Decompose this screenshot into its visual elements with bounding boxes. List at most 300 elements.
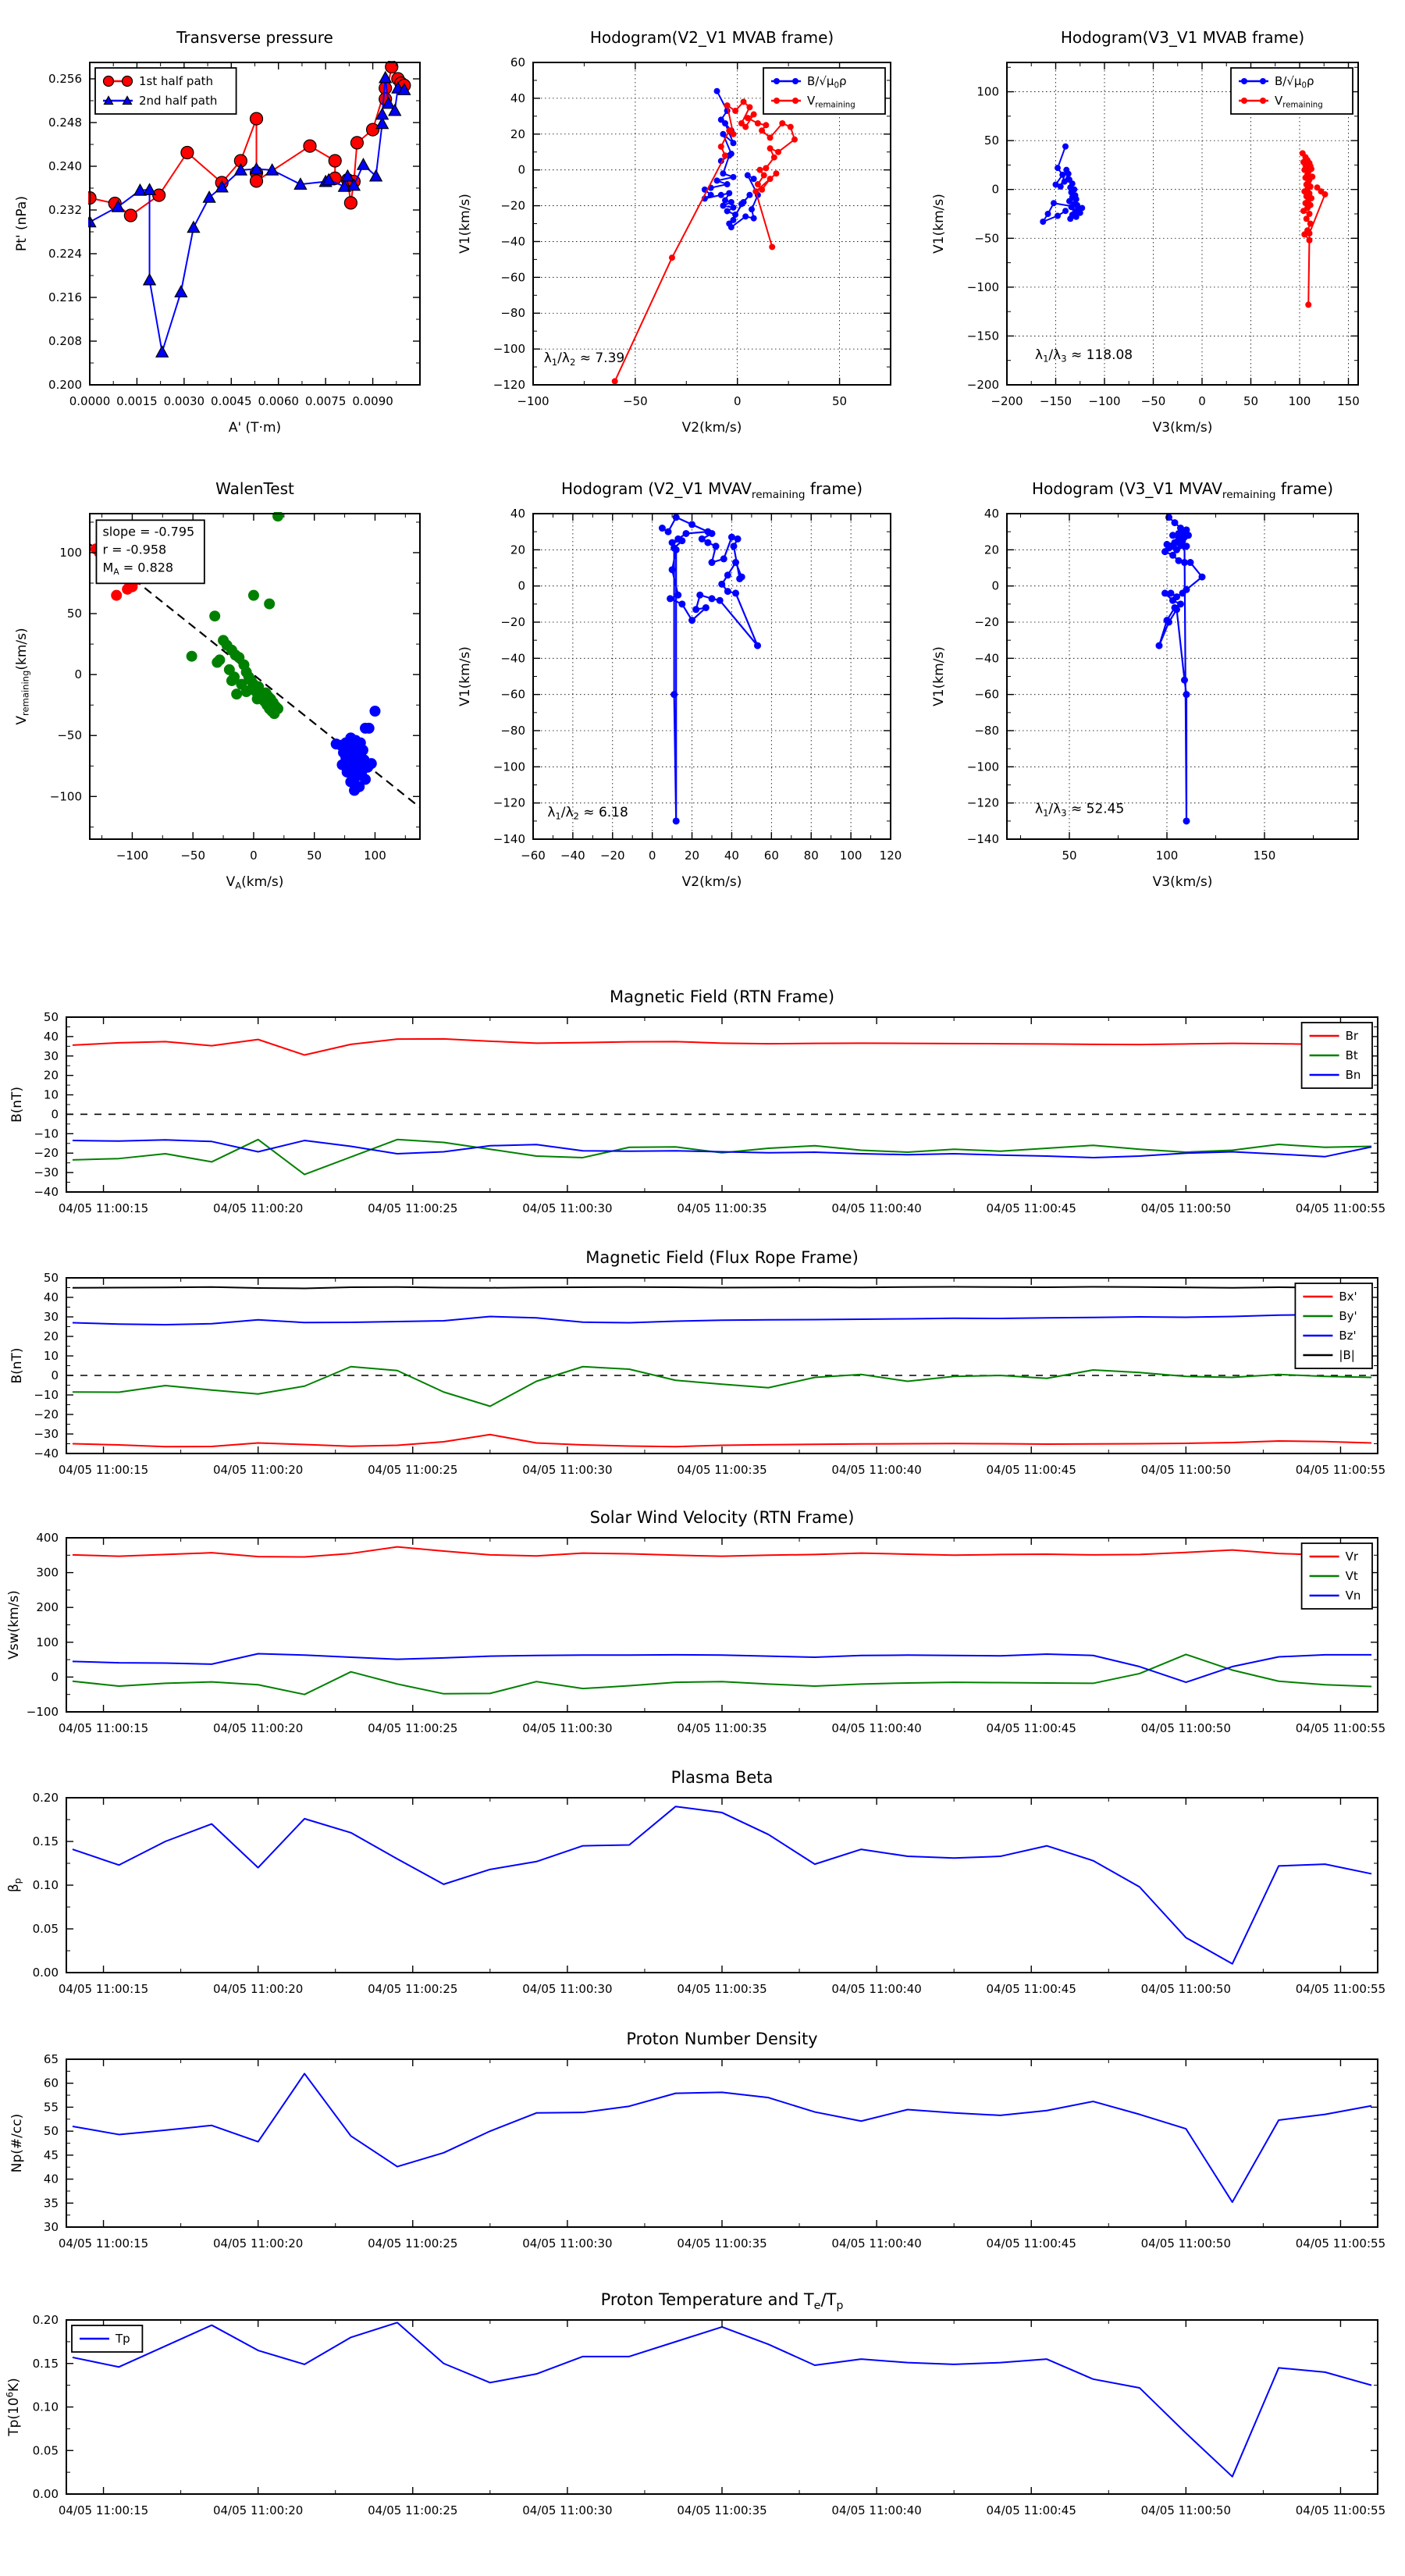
y-tick-label: −10 <box>34 1126 59 1141</box>
y-tick-label: −140 <box>966 832 999 846</box>
y-tick-label: −100 <box>966 760 999 774</box>
series-Np <box>73 2073 1371 2202</box>
series-Bz' <box>73 1315 1371 1325</box>
chart-proton-temperature <box>4 2290 1386 2517</box>
series-group <box>73 1547 1371 1695</box>
x-tick-label: 04/05 11:00:35 <box>677 1721 767 1735</box>
x-tick-label: 04/05 11:00:15 <box>58 1201 149 1215</box>
x-tick-label: 0 <box>733 394 742 408</box>
chart-title: Proton Number Density <box>626 2030 818 2048</box>
chart-magnetic-field-flux-rope <box>9 1248 1386 1477</box>
chart-hodogram-v2v1-mvav <box>457 479 902 890</box>
axes-frame <box>66 2059 1378 2227</box>
chart-title: WalenTest <box>215 479 294 498</box>
axis-ticks <box>66 1798 1378 1973</box>
x-tick-label: 04/05 11:00:20 <box>212 1982 304 1996</box>
plot-canvas <box>0 970 1405 1258</box>
legend-label: $V_{remaining}$ <box>807 94 855 110</box>
x-tick-label: 50 <box>1062 849 1077 863</box>
x-tick-label: 04/05 11:00:25 <box>368 1201 458 1215</box>
series-By' <box>73 1367 1371 1407</box>
y-tick-label: −40 <box>500 234 525 249</box>
series-group <box>73 1039 1371 1175</box>
y-tick-label: −60 <box>500 687 525 702</box>
y-tick-label: 50 <box>43 1010 59 1024</box>
chart-hodogram-v3v1-mvav <box>931 479 1358 890</box>
y-axis-label: V1(km/s) <box>931 194 947 254</box>
x-tick-label: 0.0000 <box>69 394 111 408</box>
y-tick-label: −80 <box>974 724 999 738</box>
y-tick-label: 60 <box>510 55 525 69</box>
x-tick-label: 04/05 11:00:55 <box>1295 1463 1386 1477</box>
y-tick-label: −100 <box>49 789 82 804</box>
x-tick-label: 04/05 11:00:35 <box>677 2503 767 2517</box>
y-tick-label: 0.256 <box>48 72 82 86</box>
x-tick-label: 150 <box>1253 849 1276 863</box>
x-tick-label: 0 <box>648 849 656 863</box>
legend-label: |B| <box>1339 1348 1355 1362</box>
chart-title: Hodogram (V3_V1 $MVAV_{remaining}$ frame) <box>1031 479 1334 501</box>
y-tick-label: −20 <box>500 615 525 629</box>
x-tick-label: 04/05 11:00:15 <box>58 2236 149 2250</box>
y-axis-label: Pt' (nPa) <box>14 196 30 251</box>
y-tick-label: 0.00 <box>32 1966 59 1980</box>
x-tick-label: 04/05 11:00:30 <box>522 1201 613 1215</box>
plot-canvas <box>0 1751 1405 2039</box>
chart-solar-wind-velocity <box>6 1508 1386 1735</box>
series-Br <box>73 1039 1371 1055</box>
y-tick-label: 40 <box>510 507 525 521</box>
x-axis-label: V3(km/s) <box>1152 874 1213 890</box>
y-tick-label: −30 <box>34 1427 59 1441</box>
plot-canvas <box>447 467 996 906</box>
series-Vr <box>73 1547 1371 1557</box>
y-tick-label: 0.20 <box>32 2313 59 2327</box>
y-tick-label: −60 <box>500 270 525 285</box>
series-|B| <box>73 1287 1371 1289</box>
series-group <box>1040 144 1328 308</box>
y-tick-label: 40 <box>43 1290 59 1304</box>
annotation <box>547 805 628 822</box>
y-tick-label: 100 <box>36 1635 59 1649</box>
annotation-text: $\lambda_1/\lambda_3 \approx 118.08$ <box>1035 347 1133 365</box>
chart-plasma-beta <box>6 1768 1386 1996</box>
series-Bn <box>73 1140 1371 1158</box>
x-tick-label: 04/05 11:00:25 <box>368 1463 458 1477</box>
x-tick-label: 04/05 11:00:15 <box>58 1982 149 1996</box>
x-tick-label: 04/05 11:00:55 <box>1295 2236 1386 2250</box>
x-tick-label: 40 <box>724 849 739 863</box>
series-group <box>73 2073 1371 2202</box>
series-Vt <box>73 1654 1371 1694</box>
y-tick-label: −150 <box>966 329 999 343</box>
y-axis-label: Np(#/cc) <box>9 2113 25 2173</box>
y-tick-label: −40 <box>34 1446 59 1461</box>
legend-label: Bt <box>1345 1048 1358 1062</box>
y-tick-label: 30 <box>43 1310 59 1324</box>
annotation <box>1035 347 1133 365</box>
chart-title: Proton Temperature and $T_e/T_p$ <box>600 2290 844 2313</box>
y-tick-label: 0.10 <box>32 1878 59 1892</box>
legend <box>763 68 885 114</box>
axis-ticks <box>66 1278 1378 1453</box>
y-tick-label: 0 <box>991 578 999 593</box>
x-tick-label: 04/05 11:00:50 <box>1140 1982 1232 1996</box>
plot-canvas <box>921 16 1405 451</box>
x-tick-label: 04/05 11:00:20 <box>212 1463 304 1477</box>
x-tick-label: 0.0045 <box>211 394 252 408</box>
x-tick-label: 04/05 11:00:20 <box>212 2236 304 2250</box>
legend-label: Vr <box>1345 1550 1359 1564</box>
x-tick-label: 04/05 11:00:40 <box>831 1982 922 1996</box>
x-tick-label: 50 <box>307 849 322 863</box>
x-tick-label: −50 <box>180 849 206 863</box>
chart-title: Hodogram(V3_V1 MVAB frame) <box>1060 28 1305 47</box>
y-tick-label: −100 <box>26 1705 59 1719</box>
y-tick-label: 0 <box>51 1107 59 1122</box>
x-tick-label: 04/05 11:00:45 <box>986 1982 1076 1996</box>
x-tick-label: 04/05 11:00:55 <box>1295 2503 1386 2517</box>
y-axis-label: V1(km/s) <box>931 646 947 706</box>
x-axis-label: V3(km/s) <box>1152 420 1213 436</box>
x-tick-label: 04/05 11:00:45 <box>986 1721 1076 1735</box>
chart-title: Plasma Beta <box>670 1768 774 1787</box>
y-tick-label: −40 <box>500 651 525 666</box>
x-tick-label: 150 <box>1337 394 1360 408</box>
chart-hodogram-v3v1-mvab <box>931 28 1360 436</box>
y-tick-label: 50 <box>43 2124 59 2139</box>
x-tick-label: 20 <box>685 849 700 863</box>
x-tick-label: 04/05 11:00:35 <box>677 1201 767 1215</box>
y-tick-label: 0.216 <box>48 290 82 304</box>
y-tick-label: 0.248 <box>48 116 82 130</box>
x-axis-label: A' (T·m) <box>228 420 282 436</box>
chart-proton-number-density <box>9 2030 1386 2250</box>
y-tick-label: −30 <box>34 1165 59 1180</box>
chart-title: Hodogram(V2_V1 MVAB frame) <box>589 28 834 47</box>
y-tick-label: 50 <box>66 607 82 621</box>
legend-label: Tp <box>116 2332 130 2346</box>
y-tick-label: 100 <box>976 84 999 99</box>
y-tick-label: 60 <box>43 2076 59 2090</box>
x-tick-label: 04/05 11:00:30 <box>522 1721 613 1735</box>
series-group <box>73 2322 1371 2476</box>
y-axis-label: $V_{remaining}(km/s)$ <box>14 628 31 725</box>
x-tick-label: −200 <box>991 394 1023 408</box>
x-tick-label: 04/05 11:00:30 <box>522 2503 613 2517</box>
x-tick-label: 04/05 11:00:50 <box>1140 1721 1232 1735</box>
x-tick-label: −60 <box>521 849 546 863</box>
y-tick-label: −140 <box>493 832 525 846</box>
y-tick-label: −20 <box>500 198 525 213</box>
y-tick-label: 400 <box>36 1531 59 1545</box>
x-axis-label: V2(km/s) <box>681 420 742 436</box>
x-tick-label: 100 <box>1288 394 1311 408</box>
x-tick-label: 04/05 11:00:15 <box>58 1463 149 1477</box>
y-tick-label: −120 <box>493 795 525 810</box>
x-tick-label: 04/05 11:00:30 <box>522 1463 613 1477</box>
x-tick-label: 0.0015 <box>116 394 158 408</box>
chart-title: Hodogram (V2_V1 $MVAV_{remaining}$ frame) <box>560 479 863 501</box>
y-tick-label: −40 <box>974 651 999 666</box>
x-tick-label: 0.0060 <box>258 394 299 408</box>
legend <box>95 68 237 114</box>
x-tick-label: 04/05 11:00:50 <box>1140 2503 1232 2517</box>
legend <box>1295 1283 1372 1368</box>
x-tick-label: 0 <box>250 849 258 863</box>
legend-label: Bz' <box>1339 1329 1357 1343</box>
y-tick-label: −60 <box>974 687 999 702</box>
x-tick-label: 100 <box>364 849 386 863</box>
y-tick-label: 0 <box>74 667 82 682</box>
y-tick-label: 10 <box>43 1349 59 1363</box>
y-tick-label: −80 <box>500 724 525 738</box>
x-tick-label: 04/05 11:00:55 <box>1295 1201 1386 1215</box>
chart-magnetic-field-rtn <box>9 987 1386 1215</box>
y-tick-label: 0 <box>51 1368 59 1382</box>
legend <box>1231 68 1353 114</box>
y-tick-label: 40 <box>984 507 999 521</box>
annotation-line: $M_A = 0.828$ <box>102 560 174 577</box>
y-tick-label: −80 <box>500 306 525 321</box>
series-beta-p <box>73 1806 1371 1964</box>
y-tick-label: −100 <box>493 760 525 774</box>
y-tick-label: 0.240 <box>48 159 82 173</box>
y-axis-label: $Tp(10^6K)$ <box>4 2378 22 2436</box>
series-group <box>659 514 761 824</box>
axes-frame <box>66 1798 1378 1973</box>
series-V-path <box>659 514 761 824</box>
x-tick-label: 04/05 11:00:40 <box>831 1463 922 1477</box>
annotation-text: $\lambda_1/\lambda_2 \approx 7.39$ <box>543 350 625 368</box>
legend-label: By' <box>1339 1309 1357 1323</box>
series-group <box>73 1287 1371 1447</box>
chart-title: Solar Wind Velocity (RTN Frame) <box>589 1508 855 1527</box>
x-tick-label: 120 <box>879 849 902 863</box>
x-tick-label: 04/05 11:00:25 <box>368 1721 458 1735</box>
x-tick-label: 04/05 11:00:50 <box>1140 2236 1232 2250</box>
y-tick-label: 0 <box>991 182 999 197</box>
legend <box>1302 1543 1372 1609</box>
y-tick-label: 10 <box>43 1087 59 1102</box>
y-tick-label: 0.224 <box>48 247 82 261</box>
y-tick-label: −200 <box>966 378 999 392</box>
legend-label: $V_{remaining}$ <box>1275 94 1323 110</box>
x-tick-label: −100 <box>517 394 550 408</box>
y-tick-label: 0.232 <box>48 203 82 217</box>
y-tick-label: −50 <box>974 231 999 246</box>
x-tick-label: 04/05 11:00:40 <box>831 2503 922 2517</box>
legend-label: 1st half path <box>139 74 214 88</box>
plot-canvas <box>0 1491 1405 1778</box>
axes-frame <box>66 2320 1378 2494</box>
y-tick-label: −10 <box>34 1388 59 1402</box>
y-tick-label: 65 <box>43 2052 59 2066</box>
plot-canvas <box>0 2012 1405 2293</box>
x-tick-label: 0 <box>1198 394 1206 408</box>
annotation-line: r = -0.958 <box>102 542 167 557</box>
legend-label: Vn <box>1345 1589 1361 1603</box>
x-tick-label: 04/05 11:00:50 <box>1140 1201 1232 1215</box>
y-tick-label: 40 <box>510 91 525 105</box>
annotation-text: $\lambda_1/\lambda_3 \approx 52.45$ <box>1035 801 1125 819</box>
y-tick-label: 0 <box>51 1670 59 1685</box>
x-tick-label: 04/05 11:00:40 <box>831 1721 922 1735</box>
y-tick-label: −100 <box>966 279 999 294</box>
y-tick-label: 30 <box>43 1048 59 1063</box>
y-tick-label: −20 <box>34 1146 59 1161</box>
y-axis-label: B(nT) <box>9 1086 25 1123</box>
y-tick-label: 200 <box>36 1600 59 1615</box>
y-axis-label: Vsw(km/s) <box>6 1590 22 1660</box>
axis-ticks <box>66 2059 1378 2227</box>
y-tick-label: 30 <box>43 2220 59 2234</box>
x-tick-label: 50 <box>832 394 848 408</box>
y-tick-label: 40 <box>43 1029 59 1044</box>
x-tick-label: 04/05 11:00:45 <box>986 1463 1076 1477</box>
chart-title: Transverse pressure <box>176 28 333 47</box>
series-Tp <box>73 2322 1371 2476</box>
y-tick-label: 35 <box>43 2196 59 2211</box>
axis-ticks <box>66 2320 1378 2494</box>
x-tick-label: 04/05 11:00:25 <box>368 2503 458 2517</box>
x-tick-label: 04/05 11:00:45 <box>986 2503 1076 2517</box>
x-tick-label: 04/05 11:00:15 <box>58 1721 149 1735</box>
plot-canvas <box>0 2273 1405 2560</box>
x-tick-label: −50 <box>1140 394 1166 408</box>
y-tick-label: 20 <box>510 126 525 141</box>
x-tick-label: 04/05 11:00:20 <box>212 1201 304 1215</box>
y-tick-label: 45 <box>43 2147 59 2162</box>
x-tick-label: −100 <box>116 849 149 863</box>
series-V-remaining-path <box>1300 150 1329 308</box>
y-tick-label: −40 <box>34 1185 59 1199</box>
annotation-text: $\lambda_1/\lambda_2 \approx 6.18$ <box>547 804 628 822</box>
plot-canvas <box>0 1231 1405 1520</box>
legend-label: Br <box>1345 1029 1359 1043</box>
y-tick-label: −120 <box>493 378 525 392</box>
x-tick-label: 50 <box>1243 394 1259 408</box>
y-tick-label: −20 <box>974 615 999 629</box>
x-tick-label: 04/05 11:00:40 <box>831 1201 922 1215</box>
y-tick-label: −20 <box>34 1407 59 1421</box>
annotation <box>1035 802 1124 819</box>
y-tick-label: −50 <box>57 728 82 743</box>
legend <box>72 2325 142 2352</box>
x-tick-label: 04/05 11:00:20 <box>212 2503 304 2517</box>
x-tick-label: 04/05 11:00:30 <box>522 2236 613 2250</box>
x-axis-label: $V_A(km/s)$ <box>226 874 284 891</box>
chart-title: Magnetic Field (Flux Rope Frame) <box>585 1248 859 1267</box>
y-axis-label: V1(km/s) <box>457 646 473 706</box>
y-tick-label: 50 <box>984 133 999 148</box>
x-tick-label: 04/05 11:00:40 <box>831 2236 922 2250</box>
x-tick-label: −150 <box>1039 394 1072 408</box>
chart-transverse-pressure <box>14 28 420 436</box>
annotation <box>96 520 204 583</box>
x-tick-label: 0.0075 <box>304 394 347 408</box>
x-tick-label: 04/05 11:00:20 <box>212 1721 304 1735</box>
x-tick-label: 04/05 11:00:25 <box>368 2236 458 2250</box>
legend-label: Bx' <box>1339 1290 1357 1304</box>
y-tick-label: 0 <box>518 578 525 593</box>
legend-label: Bn <box>1345 1068 1361 1082</box>
x-tick-label: −100 <box>1088 394 1121 408</box>
x-tick-label: 04/05 11:00:45 <box>986 2236 1076 2250</box>
x-tick-label: 04/05 11:00:35 <box>677 2236 767 2250</box>
y-tick-label: 0.15 <box>32 2356 59 2371</box>
x-tick-label: 100 <box>1155 849 1179 863</box>
x-tick-label: 100 <box>839 849 863 863</box>
chart-walen-test <box>14 479 420 891</box>
y-tick-label: −100 <box>493 342 525 357</box>
x-tick-label: −50 <box>623 394 648 408</box>
x-tick-label: 80 <box>803 849 819 863</box>
x-tick-label: −20 <box>599 849 625 863</box>
y-tick-label: 20 <box>43 1329 59 1343</box>
plot-canvas <box>921 467 1405 906</box>
y-tick-label: 0.05 <box>32 2443 59 2458</box>
y-tick-label: 0 <box>518 162 525 177</box>
series-B-path <box>1040 144 1085 225</box>
legend <box>1302 1023 1372 1088</box>
y-axis-label: V1(km/s) <box>457 194 473 254</box>
series-Bt <box>73 1140 1371 1175</box>
x-tick-label: 04/05 11:00:35 <box>677 1982 767 1996</box>
y-tick-label: 0.200 <box>48 378 82 392</box>
y-tick-label: 40 <box>43 2172 59 2186</box>
legend-label: 2nd half path <box>139 94 218 108</box>
series-B-path <box>702 88 761 230</box>
chart-title: Magnetic Field (RTN Frame) <box>609 987 835 1006</box>
x-axis-label: V2(km/s) <box>681 874 742 890</box>
y-tick-label: 20 <box>984 543 999 557</box>
series-V-path <box>1156 514 1206 824</box>
chart-hodogram-v2v1-mvab <box>457 28 891 436</box>
x-tick-label: 60 <box>763 849 779 863</box>
series-blue-cluster <box>331 706 381 796</box>
y-tick-label: −120 <box>966 795 999 810</box>
series-group <box>1156 514 1206 824</box>
axes-frame <box>66 1278 1378 1453</box>
legend-label: $B/√\mu_0\rho$ <box>1275 74 1314 91</box>
x-tick-label: 0.0090 <box>352 394 393 408</box>
x-tick-label: 04/05 11:00:25 <box>368 1982 458 1996</box>
legend-label: $B/√\mu_0\rho$ <box>807 74 847 91</box>
y-tick-label: 55 <box>43 2100 59 2115</box>
y-tick-label: 300 <box>36 1565 59 1580</box>
series-group <box>73 1806 1371 1964</box>
x-tick-label: 04/05 11:00:55 <box>1295 1721 1386 1735</box>
x-tick-label: 04/05 11:00:30 <box>522 1982 613 1996</box>
x-tick-label: −40 <box>560 849 585 863</box>
plot-canvas <box>447 16 996 451</box>
y-tick-label: 20 <box>43 1068 59 1083</box>
x-tick-label: 04/05 11:00:55 <box>1295 1982 1386 1996</box>
x-tick-label: 04/05 11:00:15 <box>58 2503 149 2517</box>
y-tick-label: 0.20 <box>32 1791 59 1805</box>
series-Bx' <box>73 1435 1371 1447</box>
annotation <box>544 350 624 368</box>
annotation-line: slope = -0.795 <box>102 524 195 539</box>
legend-label: Vt <box>1345 1569 1358 1583</box>
y-tick-label: 0.10 <box>32 2400 59 2414</box>
y-tick-label: 0.208 <box>48 334 82 348</box>
y-tick-label: 0.00 <box>32 2487 59 2501</box>
y-tick-label: 50 <box>43 1271 59 1285</box>
x-tick-label: 04/05 11:00:45 <box>986 1201 1076 1215</box>
y-tick-label: 20 <box>510 543 525 557</box>
